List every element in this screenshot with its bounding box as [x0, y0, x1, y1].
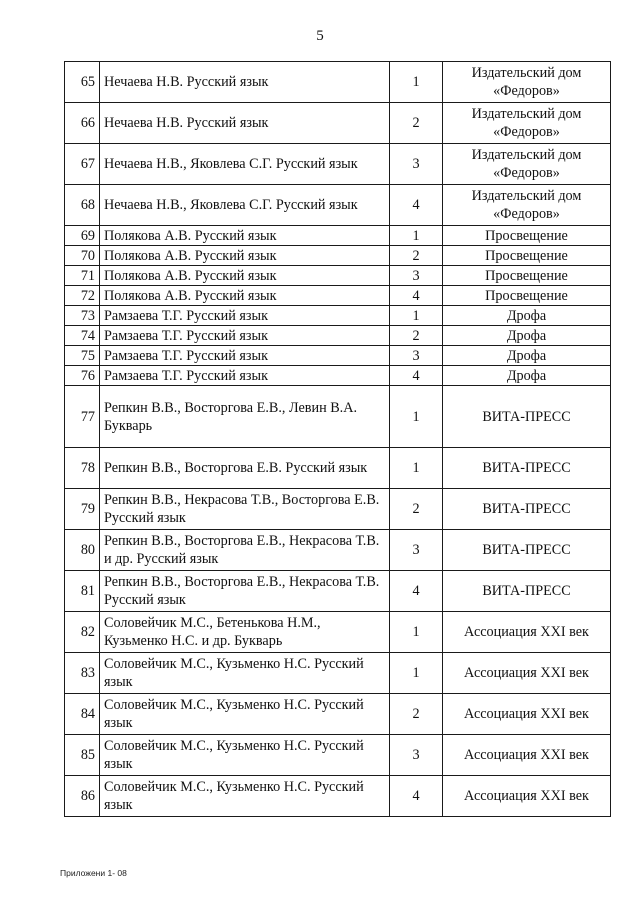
textbook-title: Соловейчик М.С., Кузьменко Н.С. Русский язык [100, 653, 390, 694]
row-number: 84 [65, 694, 100, 735]
textbook-title: Нечаева Н.В. Русский язык [100, 62, 390, 103]
table-row [65, 530, 611, 571]
grade-cell: 3 [390, 530, 443, 571]
grade-cell: 1 [390, 62, 443, 103]
row-number: 70 [65, 246, 100, 266]
publisher-cell: Издательский дом «Федоров» [443, 144, 611, 185]
grade-cell: 4 [390, 776, 443, 817]
publisher-cell: Дрофа [443, 326, 611, 346]
row-number: 75 [65, 346, 100, 366]
table-row [65, 735, 611, 776]
table-row [65, 653, 611, 694]
row-number: 67 [65, 144, 100, 185]
table-row [65, 266, 611, 286]
textbook-title: Репкин В.В., Восторгова Е.В., Некрасова Т.В. и др. Русский язык [100, 530, 390, 571]
table-row [65, 62, 611, 103]
textbook-title: Рамзаева Т.Г. Русский язык [100, 326, 390, 346]
textbook-title: Рамзаева Т.Г. Русский язык [100, 346, 390, 366]
grade-cell: 4 [390, 185, 443, 226]
row-number: 81 [65, 571, 100, 612]
table-row [65, 144, 611, 185]
grade-cell: 2 [390, 103, 443, 144]
row-number: 76 [65, 366, 100, 386]
table-row [65, 694, 611, 735]
textbook-table [64, 61, 611, 817]
row-number: 85 [65, 735, 100, 776]
table-row [65, 346, 611, 366]
publisher-cell: Ассоциация XXI век [443, 653, 611, 694]
textbook-title: Нечаева Н.В., Яковлева С.Г. Русский язык [100, 185, 390, 226]
grade-cell: 4 [390, 366, 443, 386]
table-row [65, 776, 611, 817]
publisher-cell: Ассоциация XXI век [443, 694, 611, 735]
publisher-cell: Издательский дом «Федоров» [443, 103, 611, 144]
publisher-cell: Просвещение [443, 286, 611, 306]
row-number: 71 [65, 266, 100, 286]
row-number: 74 [65, 326, 100, 346]
table-row [65, 448, 611, 489]
publisher-cell: Ассоциация XXI век [443, 776, 611, 817]
row-number: 69 [65, 226, 100, 246]
grade-cell: 3 [390, 144, 443, 185]
textbook-title: Рамзаева Т.Г. Русский язык [100, 366, 390, 386]
row-number: 65 [65, 62, 100, 103]
publisher-cell: ВИТА-ПРЕСС [443, 448, 611, 489]
textbook-title: Репкин В.В., Восторгова Е.В., Левин В.А. Букварь [100, 386, 390, 448]
table-row [65, 286, 611, 306]
row-number: 82 [65, 612, 100, 653]
grade-cell: 2 [390, 489, 443, 530]
publisher-cell: Издательский дом «Федоров» [443, 62, 611, 103]
row-number: 79 [65, 489, 100, 530]
row-number: 86 [65, 776, 100, 817]
table-row [65, 103, 611, 144]
textbook-title: Репкин В.В., Восторгова Е.В. Русский язык [100, 448, 390, 489]
grade-cell: 2 [390, 326, 443, 346]
grade-cell: 3 [390, 266, 443, 286]
grade-cell: 1 [390, 386, 443, 448]
textbook-title: Соловейчик М.С., Кузьменко Н.С. Русский язык [100, 735, 390, 776]
row-number: 68 [65, 185, 100, 226]
textbook-title: Полякова А.В. Русский язык [100, 286, 390, 306]
row-number: 80 [65, 530, 100, 571]
grade-cell: 1 [390, 306, 443, 326]
row-number: 77 [65, 386, 100, 448]
table-row [65, 366, 611, 386]
textbook-title: Соловейчик М.С., Кузьменко Н.С. Русский язык [100, 776, 390, 817]
publisher-cell: ВИТА-ПРЕСС [443, 571, 611, 612]
textbook-title: Репкин В.В., Восторгова Е.В., Некрасова Т.В. Русский язык [100, 571, 390, 612]
textbook-title: Рамзаева Т.Г. Русский язык [100, 306, 390, 326]
publisher-cell: Издательский дом «Федоров» [443, 185, 611, 226]
grade-cell: 1 [390, 612, 443, 653]
table-row [65, 306, 611, 326]
row-number: 78 [65, 448, 100, 489]
grade-cell: 4 [390, 571, 443, 612]
textbook-title: Соловейчик М.С., Бетенькова Н.М., Кузьменко Н.С. и др. Букварь [100, 612, 390, 653]
publisher-cell: Дрофа [443, 366, 611, 386]
table-row [65, 226, 611, 246]
row-number: 73 [65, 306, 100, 326]
publisher-cell: Просвещение [443, 266, 611, 286]
footer-note: Приложени 1- 08 [60, 868, 127, 878]
grade-cell: 2 [390, 694, 443, 735]
textbook-title: Полякова А.В. Русский язык [100, 226, 390, 246]
table-row [65, 386, 611, 448]
textbook-title: Репкин В.В., Некрасова Т.В., Восторгова Е.В. Русский язык [100, 489, 390, 530]
textbook-title: Соловейчик М.С., Кузьменко Н.С. Русский язык [100, 694, 390, 735]
publisher-cell: Просвещение [443, 226, 611, 246]
publisher-cell: Ассоциация XXI век [443, 735, 611, 776]
grade-cell: 1 [390, 448, 443, 489]
textbook-title: Полякова А.В. Русский язык [100, 246, 390, 266]
grade-cell: 3 [390, 735, 443, 776]
table-row [65, 489, 611, 530]
table-row [65, 246, 611, 266]
row-number: 83 [65, 653, 100, 694]
grade-cell: 3 [390, 346, 443, 366]
textbook-title: Нечаева Н.В. Русский язык [100, 103, 390, 144]
publisher-cell: Дрофа [443, 346, 611, 366]
textbook-title: Полякова А.В. Русский язык [100, 266, 390, 286]
publisher-cell: Ассоциация XXI век [443, 612, 611, 653]
row-number: 72 [65, 286, 100, 306]
table-row [65, 185, 611, 226]
table-row [65, 612, 611, 653]
publisher-cell: ВИТА-ПРЕСС [443, 386, 611, 448]
publisher-cell: ВИТА-ПРЕСС [443, 530, 611, 571]
grade-cell: 2 [390, 246, 443, 266]
publisher-cell: Дрофа [443, 306, 611, 326]
table-row [65, 326, 611, 346]
table-body [65, 62, 611, 817]
textbook-title: Нечаева Н.В., Яковлева С.Г. Русский язык [100, 144, 390, 185]
row-number: 66 [65, 103, 100, 144]
grade-cell: 1 [390, 226, 443, 246]
publisher-cell: ВИТА-ПРЕСС [443, 489, 611, 530]
page-number: 5 [316, 28, 324, 44]
grade-cell: 1 [390, 653, 443, 694]
grade-cell: 4 [390, 286, 443, 306]
table-row [65, 571, 611, 612]
publisher-cell: Просвещение [443, 246, 611, 266]
